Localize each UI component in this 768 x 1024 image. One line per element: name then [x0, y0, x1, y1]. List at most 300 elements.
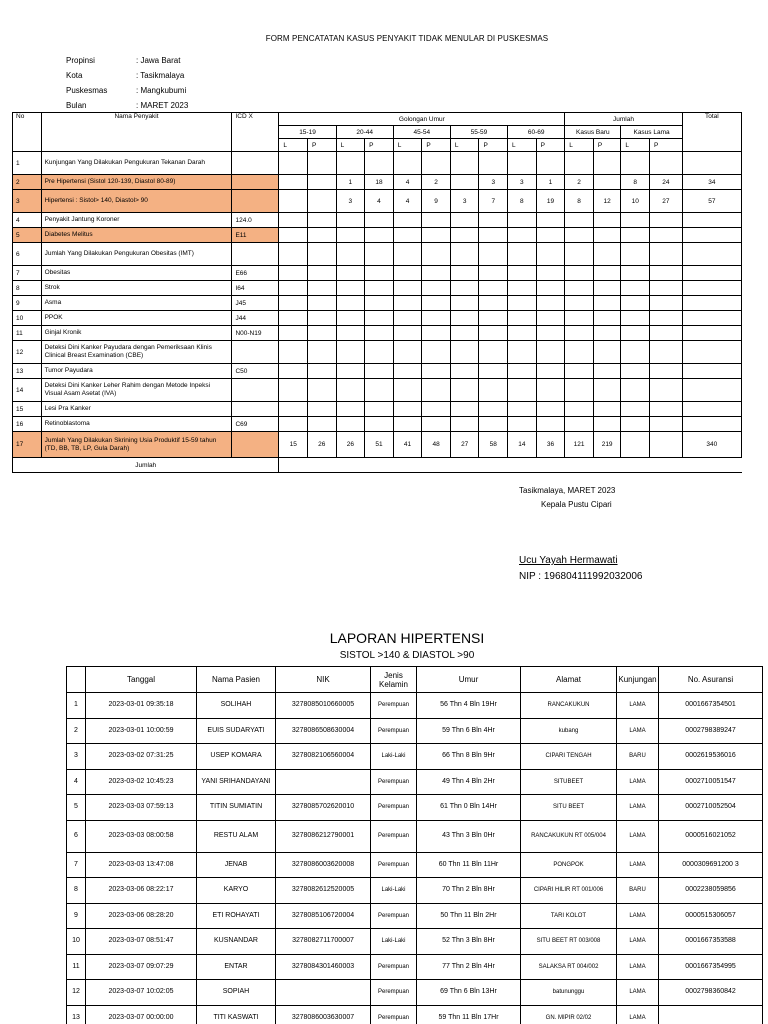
row-value: [479, 364, 508, 379]
report-cell: 43 Thn 3 Bln 0Hr: [417, 820, 521, 852]
row-value: [279, 326, 308, 341]
row-value: [508, 417, 537, 432]
row-no: 15: [13, 402, 42, 417]
report-cell: 2023-03-07 08:51:47: [86, 929, 197, 955]
row-disease-name: Jumlah Yang Dilakukan Skrining Usia Produktif 15-59 tahun (TD, BB, TB, LP, Gula Darah): [41, 432, 232, 458]
row-value: [508, 243, 537, 266]
row-disease-name: Jumlah Yang Dilakukan Pengukuran Obesitas (IMT): [41, 243, 232, 266]
row-icd: I64: [232, 281, 279, 296]
report-cell: 0002710052504: [659, 795, 763, 821]
report-cell: 2023-03-07 09:07:29: [86, 954, 197, 980]
report-cell: RESTU ALAM: [197, 820, 276, 852]
report-cell: KARYO: [197, 878, 276, 904]
row-value: [308, 243, 337, 266]
col-age-group: 60-69: [508, 126, 565, 139]
row-value: [565, 296, 594, 311]
col-no: No: [13, 113, 42, 152]
report-cell: KUSNANDAR: [197, 929, 276, 955]
row-value: [336, 326, 365, 341]
report-cell: [659, 1005, 763, 1024]
report-cell: SITU BEET RT 003/008: [521, 929, 617, 955]
report-cell: 11: [67, 954, 86, 980]
row-total: [682, 417, 741, 432]
row-no: 5: [13, 228, 42, 243]
row-value: [393, 243, 422, 266]
meta-kota: Kota : Tasikmalaya: [66, 71, 185, 80]
row-value: [621, 152, 650, 175]
col-sex: P: [536, 139, 565, 152]
row-value: [593, 213, 621, 228]
report-cell: 3278086212790001: [276, 820, 371, 852]
report-cell: 59 Thn 6 Bln 4Hr: [417, 718, 521, 744]
report-cell: 2023-03-06 08:22:17: [86, 878, 197, 904]
disease-row: [13, 175, 742, 190]
report-cell: Perempuan: [371, 954, 417, 980]
report-cell: RANCAKUKUN RT 005/004: [521, 820, 617, 852]
row-icd: [232, 152, 279, 175]
row-value: 15: [279, 432, 308, 458]
report-row: [67, 795, 763, 821]
disease-row: [13, 311, 742, 326]
row-value: [508, 281, 537, 296]
col-sex: L: [393, 139, 422, 152]
row-icd: [232, 190, 279, 213]
row-value: [450, 266, 479, 281]
row-value: [279, 364, 308, 379]
row-value: [650, 417, 683, 432]
report-cell: 3278086003620008: [276, 852, 371, 878]
row-icd: [232, 402, 279, 417]
report-cell: YANI SRIHANDAYANI: [197, 769, 276, 795]
report-cell: 7: [67, 852, 86, 878]
row-value: [336, 266, 365, 281]
report-cell: GN. MIPIR 02/02: [521, 1005, 617, 1024]
row-value: [450, 281, 479, 296]
row-value: [565, 341, 594, 364]
row-value: [593, 296, 621, 311]
row-value: [621, 266, 650, 281]
report-cell: 3278082711700007: [276, 929, 371, 955]
sign-nip: NIP : 196804111992032006: [519, 571, 643, 582]
row-total: [682, 311, 741, 326]
report-cell: 70 Thn 2 Bln 8Hr: [417, 878, 521, 904]
row-value: [336, 213, 365, 228]
row-icd: [232, 341, 279, 364]
disease-row: [13, 228, 742, 243]
report-cell: 0001667354995: [659, 954, 763, 980]
row-icd: E66: [232, 266, 279, 281]
row-disease-name: Retinoblastoma: [41, 417, 232, 432]
row-value: [336, 152, 365, 175]
report-cell: 2023-03-03 13:47:08: [86, 852, 197, 878]
report-cell: ETI ROHAYATI: [197, 903, 276, 929]
row-value: [508, 296, 537, 311]
row-value: [279, 152, 308, 175]
row-value: [508, 326, 537, 341]
row-value: [365, 341, 394, 364]
report-cell: 3278086508630004: [276, 718, 371, 744]
report-cell: Perempuan: [371, 820, 417, 852]
report-col-header: [67, 667, 86, 693]
row-value: [422, 152, 451, 175]
disease-row: [13, 190, 742, 213]
row-no: 12: [13, 341, 42, 364]
col-nama-penyakit: Nama Penyakit: [41, 113, 232, 152]
row-no: 6: [13, 243, 42, 266]
total-empty: [279, 458, 742, 473]
row-value: [565, 228, 594, 243]
report-row: [67, 954, 763, 980]
row-disease-name: Asma: [41, 296, 232, 311]
row-value: [308, 417, 337, 432]
row-value: [621, 296, 650, 311]
row-value: 121: [565, 432, 594, 458]
row-value: [365, 417, 394, 432]
row-icd: J44: [232, 311, 279, 326]
row-value: 12: [593, 190, 621, 213]
row-value: [536, 213, 565, 228]
row-value: [450, 417, 479, 432]
row-value: [422, 311, 451, 326]
report-cell: 5: [67, 795, 86, 821]
report-cell: 3278086003630007: [276, 1005, 371, 1024]
row-value: [650, 379, 683, 402]
form-title: FORM PENCATATAN KASUS PENYAKIT TIDAK MENULAR DI PUSKESMAS: [265, 34, 549, 43]
report-cell: 0000515306057: [659, 903, 763, 929]
row-total: [682, 341, 741, 364]
row-value: [565, 311, 594, 326]
report-cell: CIPARI TENGAH: [521, 744, 617, 770]
row-value: [593, 379, 621, 402]
row-value: [393, 341, 422, 364]
row-value: [479, 402, 508, 417]
row-value: [650, 311, 683, 326]
report-cell: 3278085106720004: [276, 903, 371, 929]
row-value: [650, 228, 683, 243]
disease-row: [13, 266, 742, 281]
row-value: [593, 402, 621, 417]
report-col-header: Kunjungan: [617, 667, 659, 693]
col-jumlah-group: Kasus Baru: [565, 126, 621, 139]
row-no: 9: [13, 296, 42, 311]
report-cell: SOPIAH: [197, 980, 276, 1006]
row-value: [479, 228, 508, 243]
row-value: [479, 296, 508, 311]
row-value: [479, 281, 508, 296]
row-value: 27: [450, 432, 479, 458]
row-value: 14: [508, 432, 537, 458]
row-value: [536, 402, 565, 417]
report-cell: Perempuan: [371, 980, 417, 1006]
row-value: [621, 311, 650, 326]
row-value: [365, 213, 394, 228]
row-no: 11: [13, 326, 42, 341]
row-value: [593, 228, 621, 243]
report-cell: 2023-03-06 08:28:20: [86, 903, 197, 929]
row-value: 51: [365, 432, 394, 458]
row-value: [365, 402, 394, 417]
report-cell: [276, 769, 371, 795]
row-value: [365, 326, 394, 341]
report-row: [67, 769, 763, 795]
row-icd: N00-N19: [232, 326, 279, 341]
row-no: 17: [13, 432, 42, 458]
col-golongan-umur: Golongan Umur: [279, 113, 565, 126]
disease-row: [13, 213, 742, 228]
report-cell: 2023-03-03 07:59:13: [86, 795, 197, 821]
row-total: [682, 266, 741, 281]
row-value: 1: [536, 175, 565, 190]
row-no: 3: [13, 190, 42, 213]
row-disease-name: Strok: [41, 281, 232, 296]
report-cell: SITU BEET: [521, 795, 617, 821]
row-value: [565, 281, 594, 296]
row-value: [621, 417, 650, 432]
report-col-header: No. Asuransi: [659, 667, 763, 693]
report-cell: Perempuan: [371, 718, 417, 744]
report-cell: PONGPOK: [521, 852, 617, 878]
row-no: 16: [13, 417, 42, 432]
row-value: [279, 243, 308, 266]
col-sex: L: [565, 139, 594, 152]
row-total: [682, 213, 741, 228]
row-value: 219: [593, 432, 621, 458]
row-value: [422, 296, 451, 311]
report-cell: 9: [67, 903, 86, 929]
row-value: [308, 175, 337, 190]
row-value: [450, 228, 479, 243]
report-cell: 50 Thn 11 Bln 2Hr: [417, 903, 521, 929]
row-no: 2: [13, 175, 42, 190]
row-value: [479, 213, 508, 228]
disease-row: [13, 281, 742, 296]
row-value: [393, 228, 422, 243]
row-value: [365, 228, 394, 243]
row-no: 13: [13, 364, 42, 379]
row-value: [393, 281, 422, 296]
row-icd: C69: [232, 417, 279, 432]
row-value: [593, 326, 621, 341]
row-value: [308, 228, 337, 243]
row-value: [450, 311, 479, 326]
row-value: [422, 364, 451, 379]
col-sex: P: [593, 139, 621, 152]
row-value: 2: [565, 175, 594, 190]
row-value: [508, 341, 537, 364]
row-total: [682, 243, 741, 266]
row-value: [650, 213, 683, 228]
report-cell: 3278085010660005: [276, 693, 371, 719]
row-value: [279, 213, 308, 228]
row-value: [365, 152, 394, 175]
row-value: [279, 296, 308, 311]
row-value: [393, 266, 422, 281]
col-age-group: 15-19: [279, 126, 336, 139]
row-no: 1: [13, 152, 42, 175]
row-value: [450, 326, 479, 341]
report-cell: LAMA: [617, 769, 659, 795]
report-cell: 3278082106560004: [276, 744, 371, 770]
row-value: 48: [422, 432, 451, 458]
report-cell: SALAKSA RT 004/002: [521, 954, 617, 980]
row-value: [536, 243, 565, 266]
row-value: [336, 341, 365, 364]
report-cell: 3278084301460003: [276, 954, 371, 980]
report-cell: SITUBEET: [521, 769, 617, 795]
report-cell: SOLIHAH: [197, 693, 276, 719]
report-cell: 3278085702620010: [276, 795, 371, 821]
col-sex: P: [650, 139, 683, 152]
row-value: [565, 364, 594, 379]
report-cell: EUIS SUDARYATI: [197, 718, 276, 744]
row-value: [365, 243, 394, 266]
row-disease-name: PPOK: [41, 311, 232, 326]
sign-place-date: Tasikmalaya, MARET 2023: [519, 486, 616, 495]
row-value: [650, 432, 683, 458]
report-cell: LAMA: [617, 852, 659, 878]
disease-row: [13, 417, 742, 432]
row-value: 58: [479, 432, 508, 458]
row-value: [308, 402, 337, 417]
row-value: [479, 152, 508, 175]
row-value: [308, 213, 337, 228]
col-sex: L: [508, 139, 537, 152]
row-value: [393, 326, 422, 341]
meta-bulan: Bulan : MARET 2023: [66, 101, 189, 110]
row-value: 26: [336, 432, 365, 458]
report-cell: 2023-03-02 07:31:25: [86, 744, 197, 770]
row-value: [393, 213, 422, 228]
row-disease-name: Kunjungan Yang Dilakukan Pengukuran Tekanan Darah: [41, 152, 232, 175]
row-value: [422, 326, 451, 341]
row-value: [536, 341, 565, 364]
report-cell: LAMA: [617, 820, 659, 852]
row-icd: [232, 432, 279, 458]
row-icd: C50: [232, 364, 279, 379]
total-row: [13, 458, 742, 473]
row-value: [365, 379, 394, 402]
hipertensi-report-table: [66, 666, 763, 1024]
row-value: [593, 175, 621, 190]
row-value: [536, 379, 565, 402]
row-disease-name: Ginjal Kronik: [41, 326, 232, 341]
row-value: [565, 379, 594, 402]
row-value: [593, 266, 621, 281]
row-value: [422, 243, 451, 266]
row-disease-name: Pre Hipertensi (Sistol 120-139, Diastol 80-89): [41, 175, 232, 190]
row-value: [565, 326, 594, 341]
row-value: [565, 266, 594, 281]
row-value: [508, 266, 537, 281]
report-cell: 66 Thn 8 Bln 9Hr: [417, 744, 521, 770]
report-cell: ENTAR: [197, 954, 276, 980]
report-cell: 0000516021052: [659, 820, 763, 852]
row-value: [308, 341, 337, 364]
report-cell: Perempuan: [371, 903, 417, 929]
row-value: [279, 228, 308, 243]
row-value: [365, 364, 394, 379]
row-value: [479, 311, 508, 326]
row-no: 7: [13, 266, 42, 281]
report-cell: 8: [67, 878, 86, 904]
row-icd: [232, 243, 279, 266]
row-value: [450, 402, 479, 417]
row-disease-name: Penyakit Jantung Koroner: [41, 213, 232, 228]
row-value: [422, 266, 451, 281]
row-total: [682, 281, 741, 296]
row-value: [621, 364, 650, 379]
report-row: [67, 980, 763, 1006]
row-value: [336, 296, 365, 311]
sign-name: Ucu Yayah Hermawati: [519, 555, 618, 566]
report-cell: USEP KOMARA: [197, 744, 276, 770]
row-icd: [232, 175, 279, 190]
report-cell: 2023-03-07 00:00:00: [86, 1005, 197, 1024]
col-sex: L: [621, 139, 650, 152]
row-value: [336, 364, 365, 379]
col-icd: ICD X: [232, 113, 279, 152]
row-value: 26: [308, 432, 337, 458]
row-disease-name: Obesitas: [41, 266, 232, 281]
row-value: [593, 281, 621, 296]
row-value: [279, 379, 308, 402]
row-value: [593, 152, 621, 175]
row-value: [450, 175, 479, 190]
col-jumlah-group: Kasus Lama: [621, 126, 682, 139]
row-disease-name: Deteksi Dini Kanker Leher Rahim dengan Metode Inpeksi Visual Asam Asetat (IVA): [41, 379, 232, 402]
report-col-header: Jenis Kelamin: [371, 667, 417, 693]
row-disease-name: Lesi Pra Kanker: [41, 402, 232, 417]
row-value: [365, 311, 394, 326]
row-value: [336, 311, 365, 326]
row-value: [336, 281, 365, 296]
row-value: [365, 266, 394, 281]
row-icd: 124.0: [232, 213, 279, 228]
row-value: [365, 296, 394, 311]
row-value: [279, 417, 308, 432]
row-value: 9: [422, 190, 451, 213]
row-value: [479, 326, 508, 341]
report-cell: 0002798360842: [659, 980, 763, 1006]
report-cell: 56 Thn 4 Bln 19Hr: [417, 693, 521, 719]
row-value: [450, 296, 479, 311]
row-value: 10: [621, 190, 650, 213]
row-value: [308, 379, 337, 402]
col-sex: P: [308, 139, 337, 152]
row-value: [422, 228, 451, 243]
row-value: [393, 402, 422, 417]
report-cell: batununggu: [521, 980, 617, 1006]
row-disease-name: Hipertensi : Sistol> 140, Diastol> 90: [41, 190, 232, 213]
report-cell: 59 Thn 11 Bln 17Hr: [417, 1005, 521, 1024]
report-cell: 3: [67, 744, 86, 770]
row-value: [450, 243, 479, 266]
report-cell: LAMA: [617, 929, 659, 955]
row-value: [621, 228, 650, 243]
report-col-header: Umur: [417, 667, 521, 693]
report-cell: 10: [67, 929, 86, 955]
row-value: [479, 379, 508, 402]
report-cell: LAMA: [617, 980, 659, 1006]
row-value: [650, 341, 683, 364]
report-cell: Laki-Laki: [371, 929, 417, 955]
row-value: [536, 281, 565, 296]
row-value: 4: [393, 190, 422, 213]
row-value: 19: [536, 190, 565, 213]
row-total: [682, 402, 741, 417]
row-value: [479, 341, 508, 364]
disease-row: [13, 364, 742, 379]
